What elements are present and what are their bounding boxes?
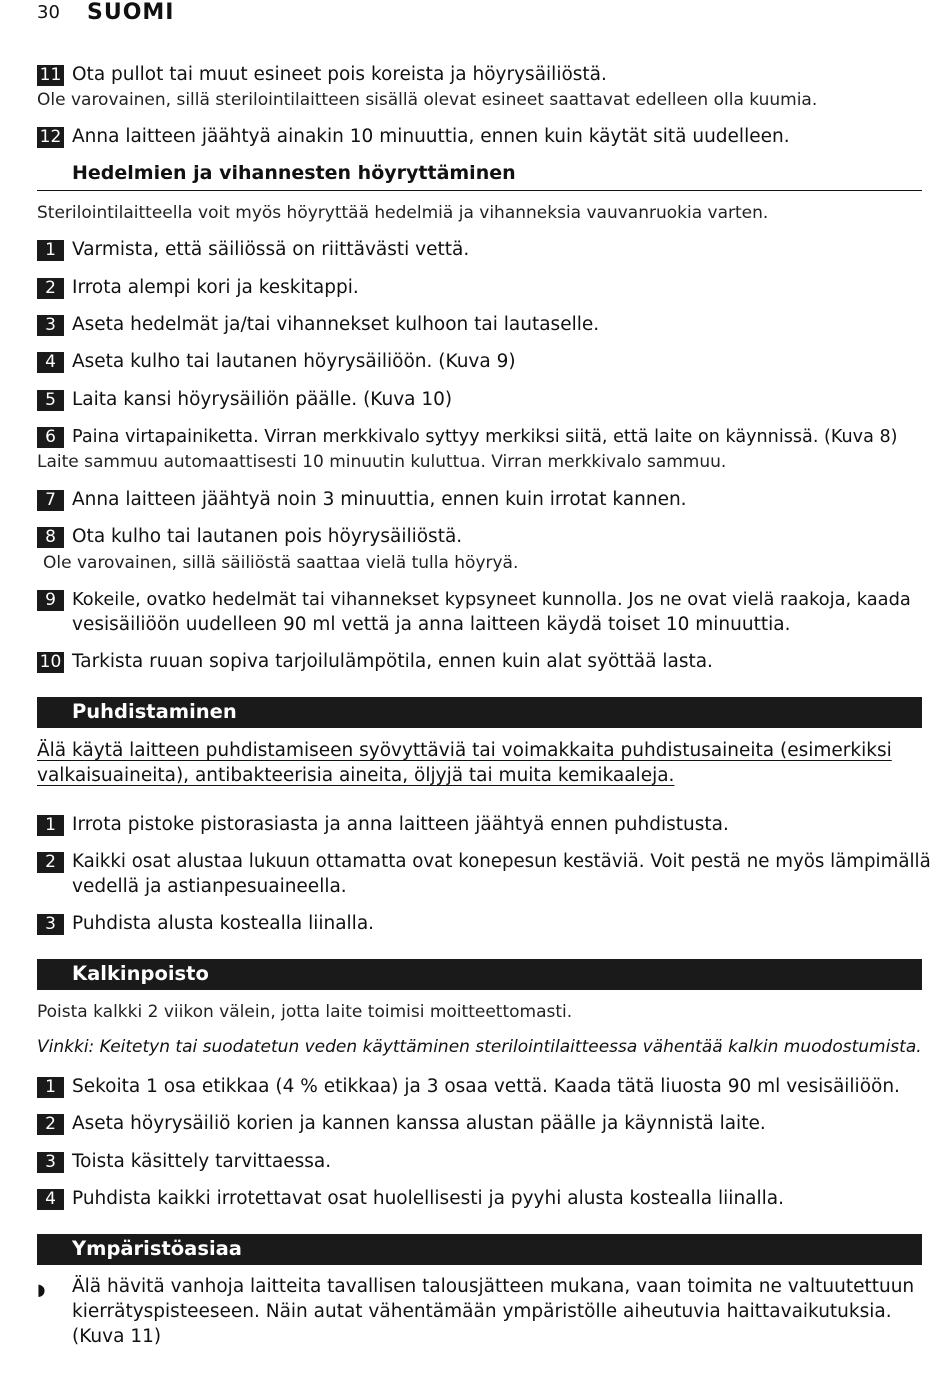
step-number: 2 [37, 278, 64, 299]
step-text: Aseta hedelmät ja/tai vihannekset kulhoon tai lautaselle. [72, 314, 600, 335]
bullet-text: (Kuva 11) [72, 1326, 162, 1347]
step-text: Anna laitteen jäähtyä ainakin 10 minuuttia, ennen kuin käytät sitä uudelleen. [72, 126, 790, 147]
section-intro: Sterilointilaitteella voit myös höyryttää hedelmiä ja vihanneksia vauvanruokia varten. [37, 203, 769, 223]
section-intro: Poista kalkki 2 viikon välein, jotta laite toimisi moitteettomasti. [37, 1002, 573, 1022]
warning-text [37, 738, 892, 763]
section-heading-text: Ympäristöasiaa [72, 1237, 242, 1260]
page-title: SUOMI [87, 0, 175, 25]
step-number: 3 [37, 315, 64, 336]
step-text: Tarkista ruuan sopiva tarjoilulämpötila, ennen kuin alat syöttää lasta. [72, 651, 713, 672]
bullet-text: kierrätyspisteeseen. Näin autat vähentämään ympäristölle aiheutuvia haittavaikutuksia. [72, 1301, 892, 1322]
step-text: Kokeile, ovatko hedelmät tai vihannekset kypsyneet kunnolla. Jos ne ovat vielä raakoja, kaada [72, 589, 911, 610]
page-number: 30 [37, 2, 60, 23]
step-text: Ota kulho tai lautanen pois höyrysäiliöstä. [72, 526, 463, 547]
step-text: Sekoita 1 osa etikkaa (4 % etikkaa) ja 3 osaa vettä. Kaada tätä liuosta 90 ml vesisäiliöön. [72, 1076, 900, 1097]
step-text: vesisäiliöön uudelleen 90 ml vettä ja anna laitteen käydä toiset 10 minuuttia. [72, 614, 791, 635]
step-number: 8 [37, 527, 64, 548]
step-number: 1 [37, 1077, 64, 1098]
step-text: Irrota pistoke pistorasiasta ja anna laitteen jäähtyä ennen puhdistusta. [72, 814, 729, 835]
step-number: 10 [37, 652, 64, 673]
step-text: vedellä ja astianpesuaineella. [72, 876, 347, 897]
step-text: Kaikki osat alustaa lukuun ottamatta ovat konepesun kestäviä. Voit pestä ne myös lämpimällä [72, 851, 931, 872]
step-note: Ole varovainen, sillä sterilointilaitteen sisällä olevat esineet saattavat edelleen olla kuumia. [37, 90, 818, 110]
step-number: 6 [37, 427, 64, 448]
section-heading-environment [37, 1234, 922, 1265]
step-number: 11 [37, 65, 64, 86]
warning-line: valkaisuaineita), antibakteerisia aineita, öljyjä tai muita kemikaaleja. [37, 765, 675, 786]
bullet-icon: ◗ [37, 1280, 46, 1299]
section-heading-text: Kalkinpoisto [72, 962, 209, 985]
step-number: 12 [37, 127, 64, 148]
step-text: Laita kansi höyrysäiliön päälle. (Kuva 10) [72, 389, 453, 410]
step-note: Ole varovainen, sillä säiliöstä saattaa vielä tulla höyryä. [43, 553, 519, 573]
step-number: 4 [37, 352, 64, 373]
step-text: Anna laitteen jäähtyä noin 3 minuuttia, ennen kuin irrotat kannen. [72, 489, 687, 510]
step-number: 1 [37, 815, 64, 836]
step-text: Paina virtapainiketta. Virran merkkivalo syttyy merkiksi siitä, että laite on käynnissä. (Kuva 8) [72, 427, 898, 447]
step-number: 5 [37, 390, 64, 411]
step-text: Irrota alempi kori ja keskitappi. [72, 277, 359, 298]
section-heading-cleaning [37, 697, 922, 728]
tip-text: Vinkki: Keitetyn tai suodatetun veden käyttäminen sterilointilaitteessa vähentää kalkin muodostumista. [37, 1037, 922, 1057]
warning-text [37, 763, 674, 788]
step-number: 4 [37, 1189, 64, 1210]
step-number: 3 [37, 914, 64, 935]
step-text: Aseta höyrysäiliö korien ja kannen kanssa alustan päälle ja käynnistä laite. [72, 1113, 766, 1134]
step-number: 2 [37, 1114, 64, 1135]
section-heading-text: Hedelmien ja vihannesten höyryttäminen [72, 162, 516, 184]
bullet-text: Älä hävitä vanhoja laitteita tavallisen talousjätteen mukana, vaan toimita ne valtuutettuun [72, 1276, 915, 1297]
step-text: Toista käsittely tarvittaessa. [72, 1151, 332, 1172]
step-number: 1 [37, 240, 64, 261]
step-number: 3 [37, 1152, 64, 1173]
step-text: Ota pullot tai muut esineet pois koreista ja höyrysäiliöstä. [72, 64, 607, 85]
step-number: 7 [37, 490, 64, 511]
step-text: Puhdista kaikki irrotettavat osat huolellisesti ja pyyhi alusta kostealla liinalla. [72, 1188, 785, 1209]
step-note: Laite sammuu automaattisesti 10 minuutin kuluttua. Virran merkkivalo sammuu. [37, 452, 727, 472]
step-text: Aseta kulho tai lautanen höyrysäiliöön. (Kuva 9) [72, 351, 516, 372]
step-text: Puhdista alusta kostealla liinalla. [72, 913, 375, 934]
step-number: 2 [37, 852, 64, 873]
warning-line: Älä käytä laitteen puhdistamiseen syövyttäviä tai voimakkaita puhdistusaineita (esimerkiksi [37, 740, 892, 761]
section-heading-descaling [37, 959, 922, 990]
section-heading-steaming [37, 160, 922, 191]
step-number: 9 [37, 590, 64, 611]
step-text: Varmista, että säiliössä on riittävästi vettä. [72, 239, 470, 260]
section-heading-text: Puhdistaminen [72, 700, 237, 723]
